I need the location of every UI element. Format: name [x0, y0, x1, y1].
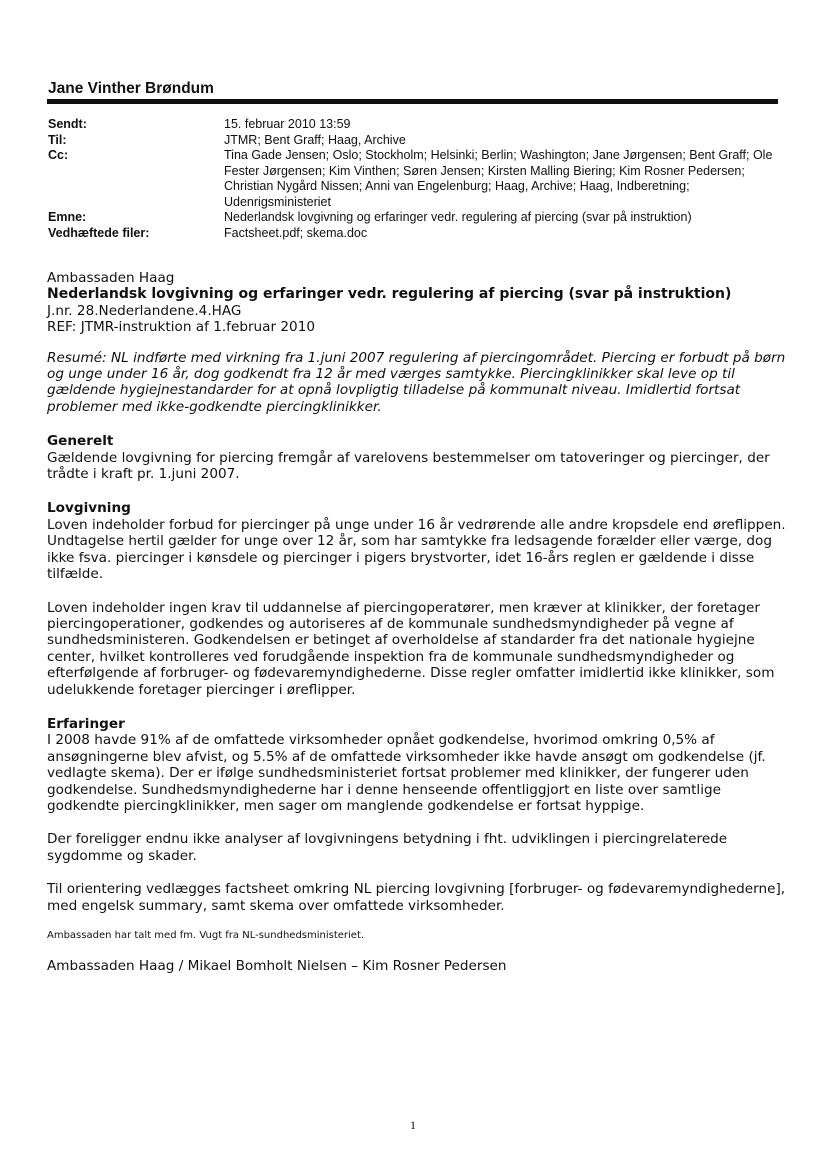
law-text-1: Loven indeholder forbud for piercinger på unge under 16 år vedrørende alle andre kropsdele end øreflippen. Undtagelse hertil gælder for unge over 12 år, som har samtykke fra ledsagende forælder eller værge, dog ikke fsva. piercinger i kønsdele og piercinger i pigers brystvorter, idet 16-års reglen er gældende i disse tilfælde.: [47, 516, 786, 583]
sent-value: 15. februar 2010 13:59: [224, 117, 351, 131]
law-text-2: Loven indeholder ingen krav til uddannelse af piercingoperatører, men kræver at klinikker, der foretager piercingoperationer, godkendes og autoriseres af de kommunale sundhedsmyndigheder på vegne af sundhedsministeren. Godkendelsen er betinget af overholdelse af standarder fra det nationale hygiejne center, hvilket kontrolleres ved forudgående inspektion fra de kommunale sundhedsmyndigheder og efterfølgende af forbruger- og fødevaremyndighederne. Disse regler omfatter imidlertid ikke klinikker, som udelukkende foretager piercinger i øreflipper.: [47, 599, 775, 698]
general-heading: Generelt: [47, 433, 114, 450]
to-label: Til:: [48, 132, 67, 147]
cc-row: [48, 148, 778, 210]
letter-title: Nederlandsk lovgivning og erfaringer vedr. regulering af piercing (svar på instruktion): [47, 286, 732, 303]
general-text: Gældende lovgivning for piercing fremgår af varelovens bestemmelser om tatoveringer og piercinger, der trådte i kraft pr. 1.juni 2007.: [47, 449, 770, 483]
reference: REF: JTMR-instruktion af 1.februar 2010: [47, 319, 316, 336]
cc-value: Tina Gade Jensen; Oslo; Stockholm; Helsinki; Berlin; Washington; Jane Jørgensen; Bent Graff; Ole Fester Jørgensen; Kim Vinthen; Søren Jensen; Kirsten Malling Biering; Kim Rosner Pedersen; Christian Nygård Nissen; Anni van Engelenburg; Haag, Archive; Haag, Indberetning; Udenrigsministeriet: [224, 148, 773, 209]
resume: Resumé: NL indførte med virkning fra 1.juni 2007 regulering af piercingområdet. Piercing er forbudt på børn og unge under 16 år, dog godkendt fra 12 år med værges samtykke. Piercingklinikker skal leve op til gældende hygiejnestandarder for at opnå lovpligtig tilladelse på kommunalt niveau. Imidlertid fortsat problemer med ikke-godkendte piercingklinikker.: [47, 349, 786, 415]
subject-value: Nederlandsk lovgivning og erfaringer vedr. regulering af piercing (svar på instruktion): [224, 210, 692, 224]
to-row: [48, 133, 778, 149]
contact-note: Ambassaden har talt med fm. Vugt fra NL-sundhedsministeriet.: [47, 930, 365, 941]
attachments-label: Vedhæftede filer:: [48, 225, 150, 240]
page-number: 1: [410, 1118, 416, 1132]
experience-heading: Erfaringer: [47, 715, 125, 732]
cc-label: Cc:: [48, 148, 69, 162]
to-value: JTMR; Bent Graff; Haag, Archive: [224, 132, 406, 147]
letter-body: [47, 270, 787, 974]
law-heading: Lovgivning: [47, 500, 131, 517]
signature: Ambassaden Haag / Mikael Bomholt Nielsen – Kim Rosner Pedersen: [47, 958, 507, 974]
experience-text-1: I 2008 havde 91% af de omfattede virksomheder opnået godkendelse, hvorimod omkring 0,5% af ansøgningerne blev afvist, og 5.5% af de omfattede virksomheder ikke havde ansøgt om godkendelse (jf. vedlagte skema). Der er ifølge sundhedsministeriet fortsat problemer med klinikker, der fungerer uden godkendelse. Sundhedsmyndighederne har i denne henseende offentliggjort en liste over samtlige godkendte piercingklinikker, men sager om manglende godkendelse er fortsat hyppige.: [47, 732, 766, 814]
sent-label: Sendt:: [48, 117, 87, 131]
experience-text-2: Der foreligger endnu ikke analyser af lovgivningens betydning i fht. udviklingen i piercingrelaterede sygdomme og skader.: [47, 831, 728, 864]
email-header: [48, 117, 778, 241]
letter-from: Ambassaden Haag: [47, 270, 175, 286]
sender-name: Jane Vinther Brøndum: [48, 80, 214, 97]
experience-text-3: Til orientering vedlægges factsheet omkring NL piercing lovgivning [forbruger- og fødevaremyndighederne], med engelsk summary, samt skema over omfattede virksomheder.: [47, 881, 786, 914]
attachments-value: Factsheet.pdf; skema.doc: [224, 225, 368, 240]
journal-number: J.nr. 28.Nederlandene.4.HAG: [47, 302, 242, 319]
attachments-row: [48, 226, 778, 242]
subject-label: Emne:: [48, 210, 87, 224]
sent-row: [48, 117, 778, 133]
header-rule: [47, 99, 778, 104]
subject-row: [48, 210, 778, 226]
